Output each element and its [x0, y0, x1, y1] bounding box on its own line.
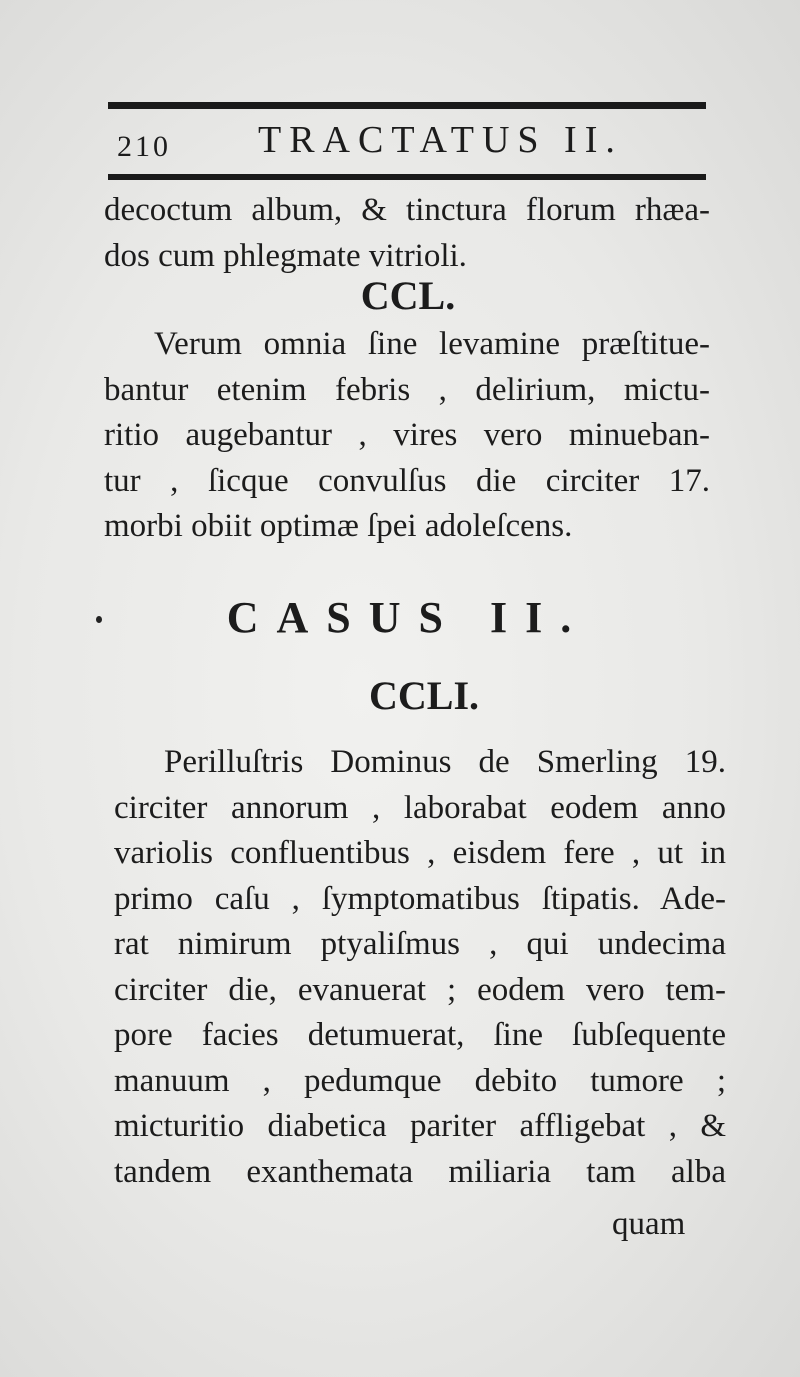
text-line: Verum omnia ſine levamine præſtitue-: [154, 326, 710, 362]
text-line: primo caſu , ſymptomatibus ſtipatis. Ade-: [114, 880, 726, 917]
text-line: decoctum album, & tinctura florum rhæa-: [104, 192, 710, 228]
text-line: ritio augebantur , vires vero minueban-: [104, 417, 710, 453]
catchword: quam: [612, 1206, 686, 1242]
header-rule-bottom: [108, 174, 706, 180]
text-line: circiter die, evanuerat ; eodem vero tem-: [114, 971, 726, 1008]
text-line: pore facies detumuerat, ſine ſubſequente: [114, 1017, 726, 1053]
case-heading: CASUS II.: [226, 593, 590, 642]
section-heading-ccli: CCLI.: [368, 673, 480, 718]
text-line: bantur etenim febris , delirium, mictu-: [104, 371, 710, 408]
text-line: dos cum phlegmate vitrioli.: [104, 237, 467, 274]
page-number: 210: [117, 130, 171, 163]
text-line: morbi obiit optimæ ſpei adoleſcens.: [104, 508, 573, 544]
section-heading-ccl: CCL.: [360, 273, 456, 318]
text-line: tandem exanthemata miliaria tam alba: [114, 1153, 726, 1190]
text-line: variolis confluentibus , eisdem fere , ut in: [114, 835, 726, 871]
text-line: circiter annorum , laborabat eodem anno: [114, 789, 726, 826]
text-line: manuum , pedumque debito tumore ;: [114, 1062, 726, 1099]
header-rule-top: [108, 102, 706, 109]
text-line: micturitio diabetica pariter affligebat , &: [114, 1108, 726, 1144]
paragraph-ccl: [104, 322, 710, 550]
paragraph-ccli: [114, 740, 726, 1195]
text-line: rat nimirum ptyaliſmus , qui undecima: [114, 926, 726, 962]
paragraph-continued: [104, 188, 710, 279]
text-line: Perilluſtris Dominus de Smerling 19.: [164, 744, 726, 780]
text-line: tur , ſicque convulſus die circiter 17.: [104, 462, 710, 499]
running-title: TRACTATUS II.: [258, 119, 623, 161]
